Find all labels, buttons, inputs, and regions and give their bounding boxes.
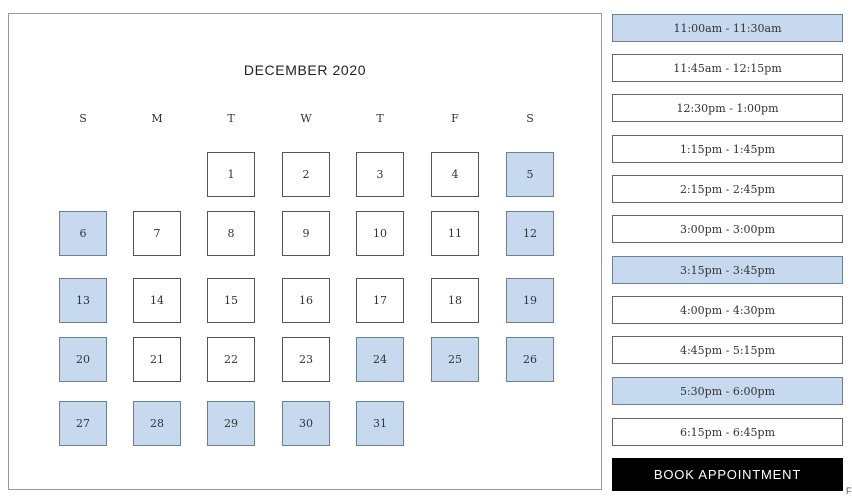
calendar-day-3[interactable]: 3 [356, 152, 404, 197]
calendar-day-30[interactable]: 30 [282, 401, 330, 446]
calendar-panel [8, 13, 602, 490]
time-slot-button[interactable]: 4:45pm - 5:15pm [612, 336, 843, 364]
corner-text: F [846, 486, 852, 496]
calendar-day-31[interactable]: 31 [356, 401, 404, 446]
weekday-label: T [227, 112, 235, 125]
weekday-label: S [79, 112, 87, 125]
time-slot-button[interactable]: 3:15pm - 3:45pm [612, 256, 843, 284]
calendar-day-25[interactable]: 25 [431, 337, 479, 382]
calendar-day-29[interactable]: 29 [207, 401, 255, 446]
time-slot-button[interactable]: 2:15pm - 2:45pm [612, 175, 843, 203]
calendar-day-9[interactable]: 9 [282, 211, 330, 256]
calendar-day-14[interactable]: 14 [133, 278, 181, 323]
calendar-day-28[interactable]: 28 [133, 401, 181, 446]
calendar-day-22[interactable]: 22 [207, 337, 255, 382]
weekday-label: F [451, 112, 459, 125]
calendar-day-11[interactable]: 11 [431, 211, 479, 256]
calendar-day-6[interactable]: 6 [59, 211, 107, 256]
time-slot-button[interactable]: 11:45am - 12:15pm [612, 54, 843, 82]
calendar-day-16[interactable]: 16 [282, 278, 330, 323]
time-slot-button[interactable]: 1:15pm - 1:45pm [612, 135, 843, 163]
calendar-day-8[interactable]: 8 [207, 211, 255, 256]
time-slot-button[interactable]: 5:30pm - 6:00pm [612, 377, 843, 405]
calendar-day-12[interactable]: 12 [506, 211, 554, 256]
calendar-day-7[interactable]: 7 [133, 211, 181, 256]
calendar-day-21[interactable]: 21 [133, 337, 181, 382]
time-slot-button[interactable]: 3:00pm - 3:00pm [612, 215, 843, 243]
calendar-day-13[interactable]: 13 [59, 278, 107, 323]
book-appointment-button[interactable]: BOOK APPOINTMENT [612, 458, 843, 491]
weekday-label: W [300, 112, 312, 125]
calendar-day-4[interactable]: 4 [431, 152, 479, 197]
time-slot-button[interactable]: 12:30pm - 1:00pm [612, 94, 843, 122]
calendar-day-2[interactable]: 2 [282, 152, 330, 197]
calendar-day-20[interactable]: 20 [59, 337, 107, 382]
weekday-label: S [526, 112, 534, 125]
calendar-day-23[interactable]: 23 [282, 337, 330, 382]
calendar-day-10[interactable]: 10 [356, 211, 404, 256]
calendar-day-24[interactable]: 24 [356, 337, 404, 382]
calendar-month-title: DECEMBER 2020 [243, 62, 367, 78]
calendar-day-27[interactable]: 27 [59, 401, 107, 446]
weekday-label: T [376, 112, 384, 125]
time-slot-button[interactable]: 6:15pm - 6:45pm [612, 418, 843, 446]
weekday-label: M [151, 112, 163, 125]
time-slot-button[interactable]: 11:00am - 11:30am [612, 14, 843, 42]
calendar-day-17[interactable]: 17 [356, 278, 404, 323]
calendar-day-18[interactable]: 18 [431, 278, 479, 323]
calendar-day-26[interactable]: 26 [506, 337, 554, 382]
calendar-day-5[interactable]: 5 [506, 152, 554, 197]
calendar-day-1[interactable]: 1 [207, 152, 255, 197]
calendar-day-15[interactable]: 15 [207, 278, 255, 323]
time-slot-button[interactable]: 4:00pm - 4:30pm [612, 296, 843, 324]
calendar-day-19[interactable]: 19 [506, 278, 554, 323]
